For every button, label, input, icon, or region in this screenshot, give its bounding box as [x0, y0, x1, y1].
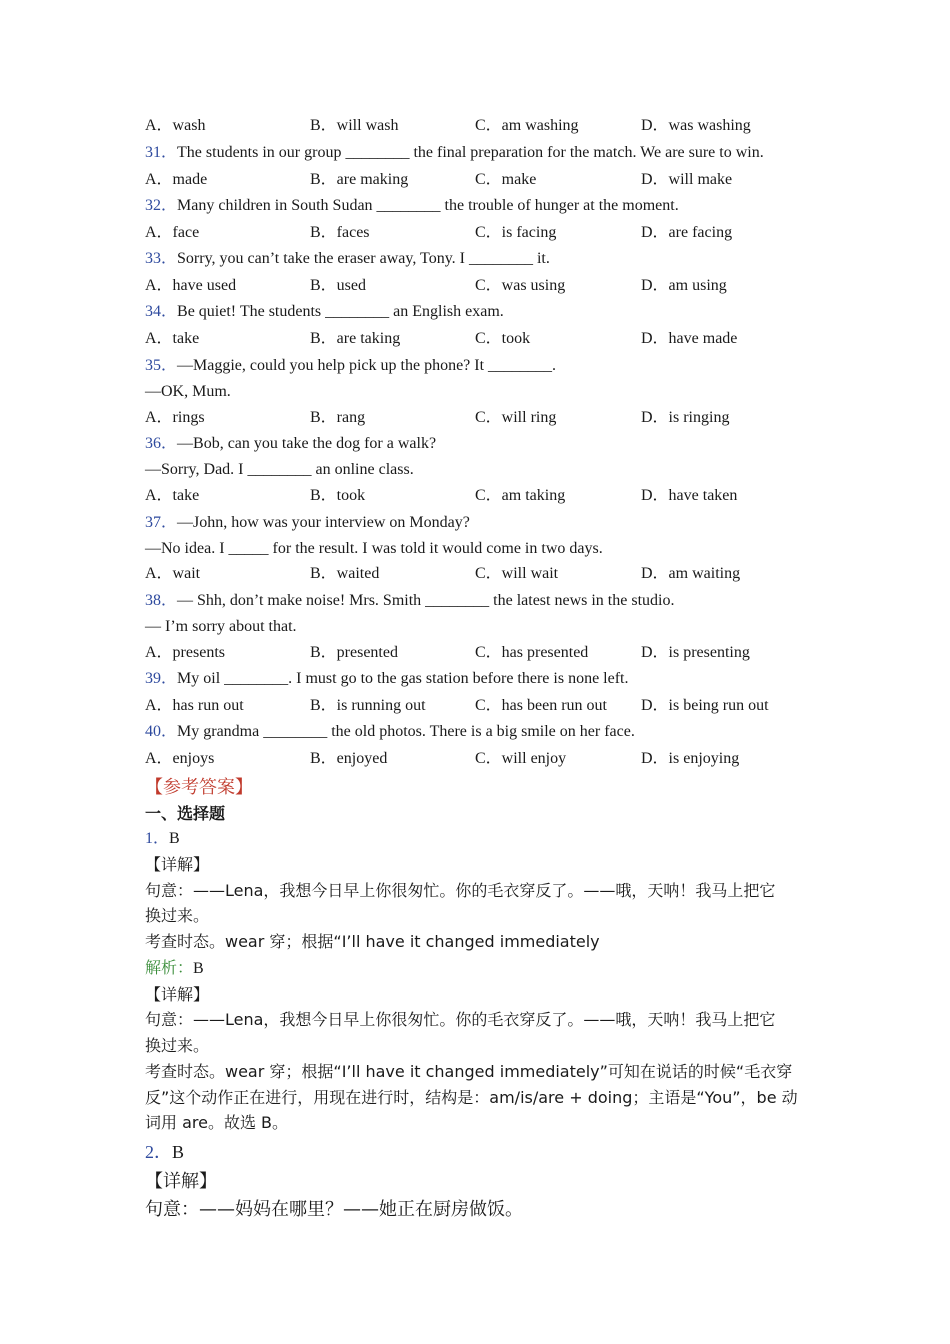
question-number: 34．	[145, 303, 178, 320]
explanation-text: 考查时态。wear 穿；根据“I’ll have it changed immediately”可知在说话的时候“毛衣穿	[145, 1062, 793, 1081]
option-c[interactable]: C．am washing	[475, 117, 579, 134]
options-row	[145, 486, 825, 506]
explanation-text: 换过来。	[145, 906, 210, 925]
option-b[interactable]: B．rang	[310, 409, 366, 426]
options-row	[145, 696, 825, 716]
question-stem: Be quiet! The students ________ an English exam.	[177, 303, 504, 320]
option-a[interactable]: A．rings	[145, 409, 205, 426]
question-33	[145, 249, 550, 269]
option-d[interactable]: D．am waiting	[641, 565, 741, 582]
detail-label: 【详解】	[145, 985, 210, 1004]
question-stem: —John, how was your interview on Monday?	[177, 514, 470, 531]
option-a[interactable]: A．take	[145, 330, 200, 347]
question-number: 37．	[145, 514, 178, 531]
dialogue-line: —OK, Mum.	[145, 383, 231, 400]
question-35	[145, 356, 556, 376]
question-stem: Many children in South Sudan ________ the trouble of hunger at the moment.	[177, 197, 679, 214]
detail-label: 【详解】	[145, 855, 210, 874]
option-a[interactable]: A．has run out	[145, 697, 244, 714]
option-b[interactable]: B．is running out	[310, 697, 426, 714]
answer-number: 2．	[145, 1142, 172, 1162]
question-stem: —Bob, can you take the dog for a walk?	[177, 435, 437, 452]
question-39	[145, 669, 629, 689]
question-stem: My grandma ________ the old photos. There is a big smile on her face.	[177, 723, 635, 740]
option-d[interactable]: D．am using	[641, 277, 727, 294]
dialogue-line: — I’m sorry about that.	[145, 618, 297, 635]
question-stem: Sorry, you can’t take the eraser away, Tony. I ________ it.	[177, 250, 550, 267]
option-a[interactable]: A．presents	[145, 644, 225, 661]
question-stem: — Shh, don’t make noise! Mrs. Smith ________ the latest news in the studio.	[177, 592, 675, 609]
option-a[interactable]: A．wash	[145, 117, 206, 134]
option-c[interactable]: C．will enjoy	[475, 750, 567, 767]
answer-2	[145, 1140, 184, 1164]
option-b[interactable]: B．are making	[310, 171, 409, 188]
option-d[interactable]: D．is presenting	[641, 644, 750, 661]
option-b[interactable]: B．will wash	[310, 117, 399, 134]
option-d[interactable]: D．is enjoying	[641, 750, 740, 767]
question-number: 33．	[145, 250, 178, 267]
options-row	[145, 408, 825, 428]
option-c[interactable]: C．will wait	[475, 565, 559, 582]
question-number: 32．	[145, 197, 178, 214]
options-row	[145, 116, 825, 136]
analysis-label: 解析：	[145, 958, 194, 977]
option-b[interactable]: B．enjoyed	[310, 750, 388, 767]
option-a[interactable]: A．take	[145, 487, 200, 504]
question-32	[145, 196, 679, 216]
dialogue-line: —Sorry, Dad. I ________ an online class.	[145, 461, 414, 478]
question-stem: My oil ________. I must go to the gas station before there is none left.	[177, 670, 629, 687]
option-d[interactable]: D．will make	[641, 171, 733, 188]
analysis-line	[145, 958, 204, 979]
answer-value: B	[172, 1142, 185, 1162]
question-stem: The students in our group ________ the final preparation for the match. We are sure to win.	[177, 144, 764, 161]
explanation-text: 句意：——Lena，我想今日早上你很匆忙。你的毛衣穿反了。——哦，天呐！我马上把它	[145, 881, 776, 900]
section-heading: 一、选择题	[145, 804, 226, 823]
option-a[interactable]: A．enjoys	[145, 750, 215, 767]
question-number: 35．	[145, 357, 178, 374]
question-38	[145, 591, 674, 611]
option-a[interactable]: A．made	[145, 171, 208, 188]
option-d[interactable]: D．are facing	[641, 224, 733, 241]
options-row	[145, 223, 825, 243]
option-c[interactable]: C．has presented	[475, 644, 589, 661]
analysis-value: B	[193, 960, 204, 977]
option-b[interactable]: B．are taking	[310, 330, 401, 347]
options-row	[145, 749, 825, 769]
option-a[interactable]: A．face	[145, 224, 200, 241]
question-number: 38．	[145, 592, 178, 609]
question-number: 40．	[145, 723, 178, 740]
option-d[interactable]: D．is being run out	[641, 697, 769, 714]
option-c[interactable]: C．am taking	[475, 487, 566, 504]
question-number: 31．	[145, 144, 178, 161]
explanation-text: 考查时态。wear 穿；根据“I’ll have it changed immediately	[145, 932, 600, 951]
options-row	[145, 276, 825, 296]
option-b[interactable]: B．faces	[310, 224, 370, 241]
question-36	[145, 434, 436, 454]
option-c[interactable]: C．is facing	[475, 224, 557, 241]
question-31	[145, 143, 764, 163]
options-row	[145, 643, 825, 663]
detail-label: 【详解】	[145, 1171, 217, 1192]
question-37	[145, 513, 470, 533]
option-c[interactable]: C．make	[475, 171, 537, 188]
explanation-text: 词用 are。故选 B。	[145, 1113, 289, 1132]
answer-1	[145, 829, 180, 849]
question-stem: —Maggie, could you help pick up the phone? It ________.	[177, 357, 557, 374]
question-number: 36．	[145, 435, 178, 452]
question-40	[145, 722, 635, 742]
answer-value: B	[169, 830, 180, 847]
explanation-text: 换过来。	[145, 1036, 210, 1055]
explanation-text: 句意：——妈妈在哪里？——她正在厨房做饭。	[145, 1199, 523, 1220]
dialogue-line: —No idea. I _____ for the result. I was told it would come in two days.	[145, 540, 603, 557]
question-34	[145, 302, 504, 322]
explanation-text: 反”这个动作正在进行，用现在进行时，结构是：am/is/are + doing；主语是“You”，be 动	[145, 1088, 798, 1107]
answer-number: 1．	[145, 830, 170, 847]
question-number: 39．	[145, 670, 178, 687]
option-c[interactable]: C．will ring	[475, 409, 557, 426]
option-c[interactable]: C．took	[475, 330, 531, 347]
option-a[interactable]: A．have used	[145, 277, 237, 294]
option-b[interactable]: B．took	[310, 487, 366, 504]
option-d[interactable]: D．was washing	[641, 117, 751, 134]
option-b[interactable]: B．waited	[310, 565, 380, 582]
option-b[interactable]: B．presented	[310, 644, 398, 661]
answers-heading: 【参考答案】	[145, 777, 253, 798]
option-b[interactable]: B．used	[310, 277, 367, 294]
options-row	[145, 329, 825, 349]
explanation-text: 句意：——Lena，我想今日早上你很匆忙。你的毛衣穿反了。——哦，天呐！我马上把它	[145, 1010, 776, 1029]
option-d[interactable]: D．have taken	[641, 487, 738, 504]
option-c[interactable]: C．was using	[475, 277, 566, 294]
option-d[interactable]: D．have made	[641, 330, 738, 347]
options-row	[145, 564, 825, 584]
options-row	[145, 170, 825, 190]
option-a[interactable]: A．wait	[145, 565, 201, 582]
option-d[interactable]: D．is ringing	[641, 409, 730, 426]
option-c[interactable]: C．has been run out	[475, 697, 607, 714]
